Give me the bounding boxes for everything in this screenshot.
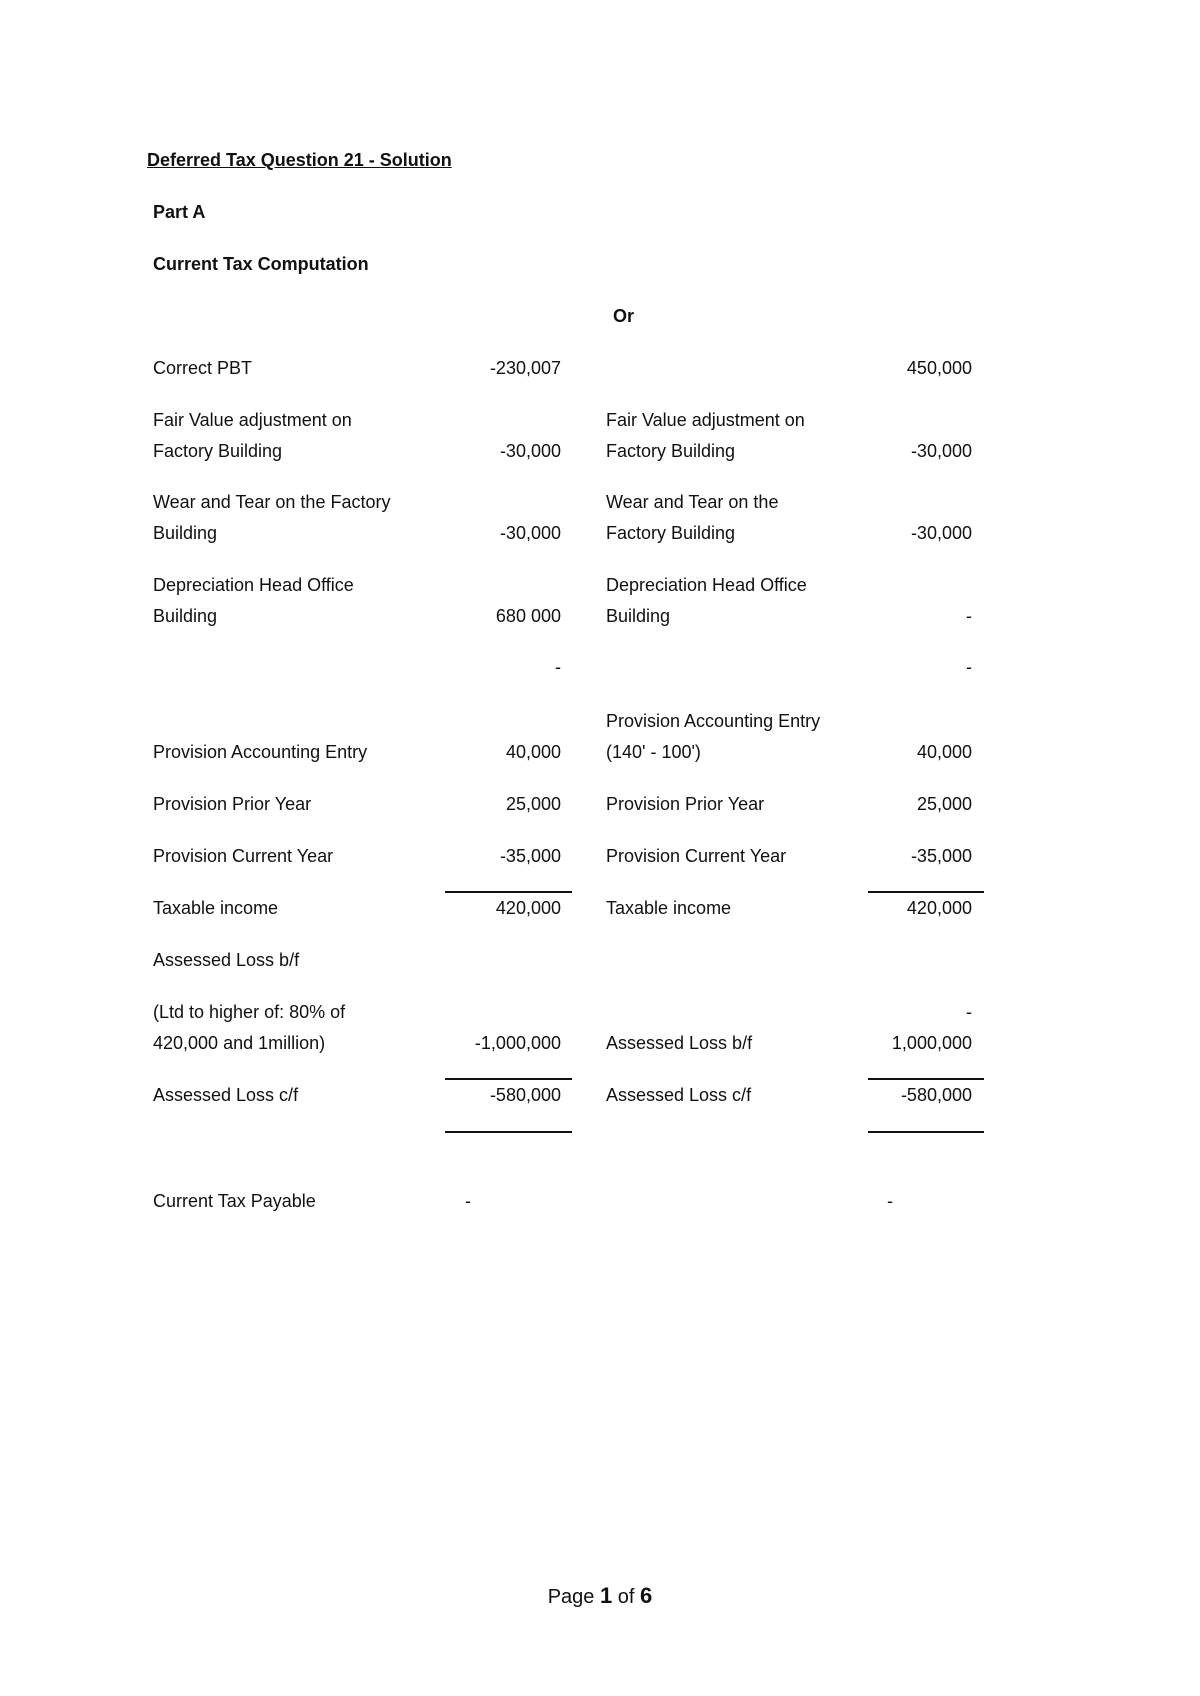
right-wear-tear-label-1: Wear and Tear on the xyxy=(606,492,779,512)
right-subtotal-rule xyxy=(868,1078,984,1080)
left-fair-value-label-2: Factory Building xyxy=(153,441,283,461)
right-provision-prior-label: Provision Prior Year xyxy=(606,794,765,814)
right-fair-value-label-2: Factory Building xyxy=(606,441,736,461)
right-assessed-cf-value: -580,000 xyxy=(900,1085,972,1105)
right-depreciation-label-2: Building xyxy=(606,606,671,626)
left-final-rule xyxy=(445,1131,572,1133)
left-depreciation-value: 680 000 xyxy=(495,606,561,626)
left-depreciation-label-2: Building xyxy=(153,606,218,626)
right-provision-entry-value: 40,000 xyxy=(916,742,972,762)
right-fair-value-value: -30,000 xyxy=(910,441,972,461)
left-subtotal-rule xyxy=(445,1078,572,1080)
footer-page-word: Page xyxy=(547,1586,595,1608)
left-provision-entry-label: Provision Accounting Entry xyxy=(153,742,368,762)
left-depreciation-label-1: Depreciation Head Office xyxy=(153,575,354,595)
right-total-rule xyxy=(868,891,984,893)
part-heading: Part A xyxy=(153,202,206,222)
left-provision-prior-value: 25,000 xyxy=(505,794,561,814)
left-ltd-label-2: 420,000 and 1million) xyxy=(153,1033,326,1053)
right-provision-entry-label-1: Provision Accounting Entry xyxy=(606,711,821,731)
left-assessed-cf-label: Assessed Loss c/f xyxy=(153,1085,299,1105)
current-tax-payable-label: Current Tax Payable xyxy=(153,1191,316,1211)
left-current-tax-value: - xyxy=(465,1191,471,1211)
left-taxable-income-label: Taxable income xyxy=(153,898,279,918)
left-fair-value-value: -30,000 xyxy=(499,441,561,461)
right-fair-value-label-1: Fair Value adjustment on xyxy=(606,410,805,430)
footer-page-total: 6 xyxy=(640,1583,653,1608)
left-assessed-bf-heading: Assessed Loss b/f xyxy=(153,950,300,970)
right-wear-tear-label-2: Factory Building xyxy=(606,523,736,543)
left-provision-entry-value: 40,000 xyxy=(505,742,561,762)
right-provision-current-label: Provision Current Year xyxy=(606,846,787,866)
left-correct-pbt-value: -230,007 xyxy=(489,358,561,378)
page-footer xyxy=(0,1583,1200,1609)
right-assessed-bf-value: 1,000,000 xyxy=(891,1033,972,1053)
left-total-rule xyxy=(445,891,572,893)
document-title: Deferred Tax Question 21 - Solution xyxy=(147,150,452,170)
left-wear-tear-label-1: Wear and Tear on the Factory xyxy=(153,492,391,512)
right-current-tax-value: - xyxy=(887,1191,893,1211)
footer-page-number: 1 xyxy=(599,1583,613,1608)
left-provision-current-value: -35,000 xyxy=(499,846,561,866)
right-provision-entry-label-2: (140' - 100') xyxy=(606,742,701,762)
left-taxable-income-value: 420,000 xyxy=(495,898,561,918)
right-blank-dash: - xyxy=(966,657,972,677)
right-correct-pbt-value: 450,000 xyxy=(906,358,972,378)
right-final-rule xyxy=(868,1131,984,1133)
right-depreciation-label-1: Depreciation Head Office xyxy=(606,575,807,595)
right-dash-above-bf: - xyxy=(966,1002,972,1022)
left-ltd-label-1: (Ltd to higher of: 80% of xyxy=(153,1002,346,1022)
right-assessed-bf-label: Assessed Loss b/f xyxy=(606,1033,753,1053)
left-wear-tear-value: -30,000 xyxy=(499,523,561,543)
right-taxable-income-value: 420,000 xyxy=(906,898,972,918)
or-label: Or xyxy=(613,306,635,326)
left-blank-dash: - xyxy=(555,657,561,677)
right-assessed-cf-label: Assessed Loss c/f xyxy=(606,1085,752,1105)
left-provision-prior-label: Provision Prior Year xyxy=(153,794,312,814)
left-ltd-value: -1,000,000 xyxy=(474,1033,561,1053)
left-fair-value-label-1: Fair Value adjustment on xyxy=(153,410,352,430)
section-heading: Current Tax Computation xyxy=(153,254,369,274)
right-taxable-income-label: Taxable income xyxy=(606,898,732,918)
footer-of-word: of xyxy=(617,1586,635,1608)
left-provision-current-label: Provision Current Year xyxy=(153,846,334,866)
right-provision-prior-value: 25,000 xyxy=(916,794,972,814)
right-provision-current-value: -35,000 xyxy=(910,846,972,866)
left-correct-pbt-label: Correct PBT xyxy=(153,358,253,378)
left-assessed-cf-value: -580,000 xyxy=(489,1085,561,1105)
right-depreciation-value: - xyxy=(966,606,972,626)
right-wear-tear-value: -30,000 xyxy=(910,523,972,543)
left-wear-tear-label-2: Building xyxy=(153,523,218,543)
